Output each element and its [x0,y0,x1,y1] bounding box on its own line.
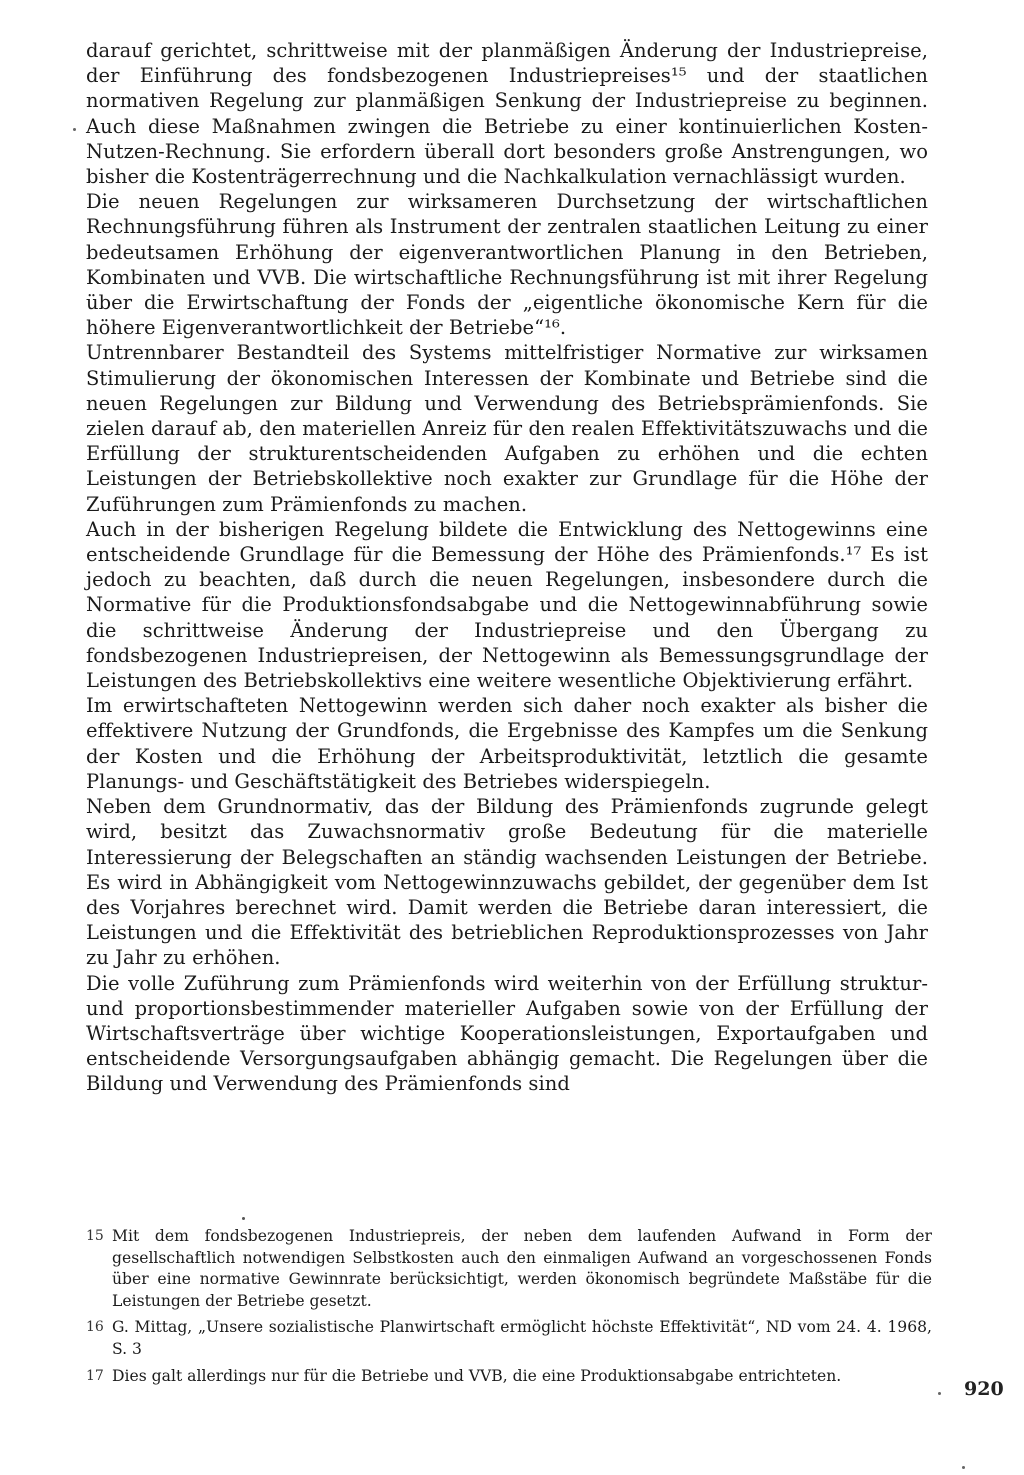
footnote [86,1366,932,1388]
footnote-text: Mit dem fondsbezogenen Industriepreis, der neben dem laufenden Aufwand in Form der gesellschaftlich notwendigen Selbstkosten auch den einmaligen Aufwand an vorgeschossenen Fonds über eine normative Gewinnrate berücksichtigt, werden ökonomisch begründete Maßstäbe für die Leistungen der Betriebe gesetzt. [112,1227,932,1310]
scan-speck [938,1392,941,1395]
footnote [86,1317,932,1360]
paragraph: Auch in der bisherigen Regelung bildete die Entwicklung des Nettogewinns eine entscheidende Grundlage für die Bemessung der Höhe des Prämienfonds.¹⁷ Es ist jedoch zu beachten, daß durch die neuen Regelungen, insbesondere durch die Normative für die Produktionsfondsabgabe und die Nettogewinnabführung sowie die schrittweise Änderung der Industriepreise und den Übergang zu fondsbezogenen Industriepreisen, der Nettogewinn als Bemessungsgrundlage der Leistungen des Betriebskollektivs eine weitere wesentliche Objektivierung erfährt. [86,517,928,693]
footnote-number: 16 [86,1319,104,1336]
scan-speck [962,1466,965,1469]
paragraph: Untrennbarer Bestandteil des Systems mittelfristiger Normative zur wirksamen Stimulierung der ökonomischen Interessen der Kombinate und Betriebe sind die neuen Regelungen zur Bildung und Verwendung des Betriebsprämienfonds. Sie zielen darauf ab, den materiellen Anreiz für den realen Effektivitätszuwachs und die Erfüllung der strukturentscheidenden Aufgaben zu erhöhen und die echten Leistungen der Betriebskollektive noch exakter zur Grundlage für die Höhe der Zuführungen zum Prämienfonds zu machen. [86,341,928,516]
footnote-number: 15 [86,1228,104,1244]
footnote-text: Dies galt allerdings nur für die Betriebe und VVB, die eine Produktionsabgabe entrichteten. [112,1366,842,1385]
footnote-number: 17 [86,1367,104,1384]
footnote-separator-mark [242,1217,245,1220]
footnote-text: G. Mittag, „Unsere sozialistische Planwirtschaft ermöglicht höchste Effektivität“, ND vom 24. 4. 1968, S. 3 [112,1318,932,1358]
paragraph: Die neuen Regelungen zur wirksameren Durchsetzung der wirtschaftlichen Rechnungsführung führen als Instrument der zentralen staatlichen Leitung zu einer bedeutsamen Erhöhung der eigenverantwortlichen Planung in den Betrieben, Kombinaten und VVB. Die wirtschaftliche Rechnungsführung ist mit ihrer Regelung über die Erwirtschaftung der Fonds der „eigentliche ökonomische Kern für die höhere Eigenverantwortlichkeit der Betriebe“¹⁶. [86,190,928,340]
scan-speck [73,128,76,131]
paragraph: darauf gerichtet, schrittweise mit der planmäßigen Änderung der Industriepreise, der Einführung des fondsbezogenen Industriepreises¹⁵ und der staatlichen normativen Regelung zur planmäßigen Senkung der Industriepreise zu beginnen. Auch diese Maßnahmen zwingen die Betriebe zu einer kontinuierlichen Kosten-Nutzen-Rechnung. Sie erfordern überall dort besonders große Anstrengungen, wo bisher die Kostenträgerrechnung und die Nachkalkulation vernachlässigt wurden. [86,39,928,189]
paragraph: Die volle Zuführung zum Prämienfonds wird weiterhin von der Erfüllung struktur- und proportionsbestimmender materieller Aufgaben sowie von der Erfüllung der Wirtschaftsverträge über wichtige Kooperationsleistungen, Exportaufgaben und entscheidende Versorgungsaufgaben abhängig gemacht. Die Regelungen über die Bildung und Verwendung des Prämienfonds sind [86,971,928,1096]
footnotes [86,1226,932,1392]
paragraph: Neben dem Grundnormativ, das der Bildung des Prämienfonds zugrunde gelegt wird, besitzt das Zuwachsnormativ große Bedeutung für die materielle Interessierung der Belegschaften an ständig wachsenden Leistungen der Betriebe. Es wird in Abhängigkeit vom Nettogewinnzuwachs gebildet, der gegenüber dem Ist des Vorjahres berechnet wird. Damit werden die Betriebe daran interessiert, die Leistungen und die Effektivität des betrieblichen Reproduktionsprozesses von Jahr zu Jahr zu erhöhen. [86,795,928,970]
footnote [86,1226,932,1312]
page-number: 920 [964,1378,1004,1400]
paragraph: Im erwirtschafteten Nettogewinn werden sich daher noch exakter als bisher die effektivere Nutzung der Grundfonds, die Ergebnisse des Kampfes um die Senkung der Kosten und die Erhöhung der Arbeitsproduktivität, letztlich die gesamte Planungs- und Geschäftstätigkeit des Betriebes widerspiegeln. [86,694,928,793]
body-text [86,38,928,1097]
